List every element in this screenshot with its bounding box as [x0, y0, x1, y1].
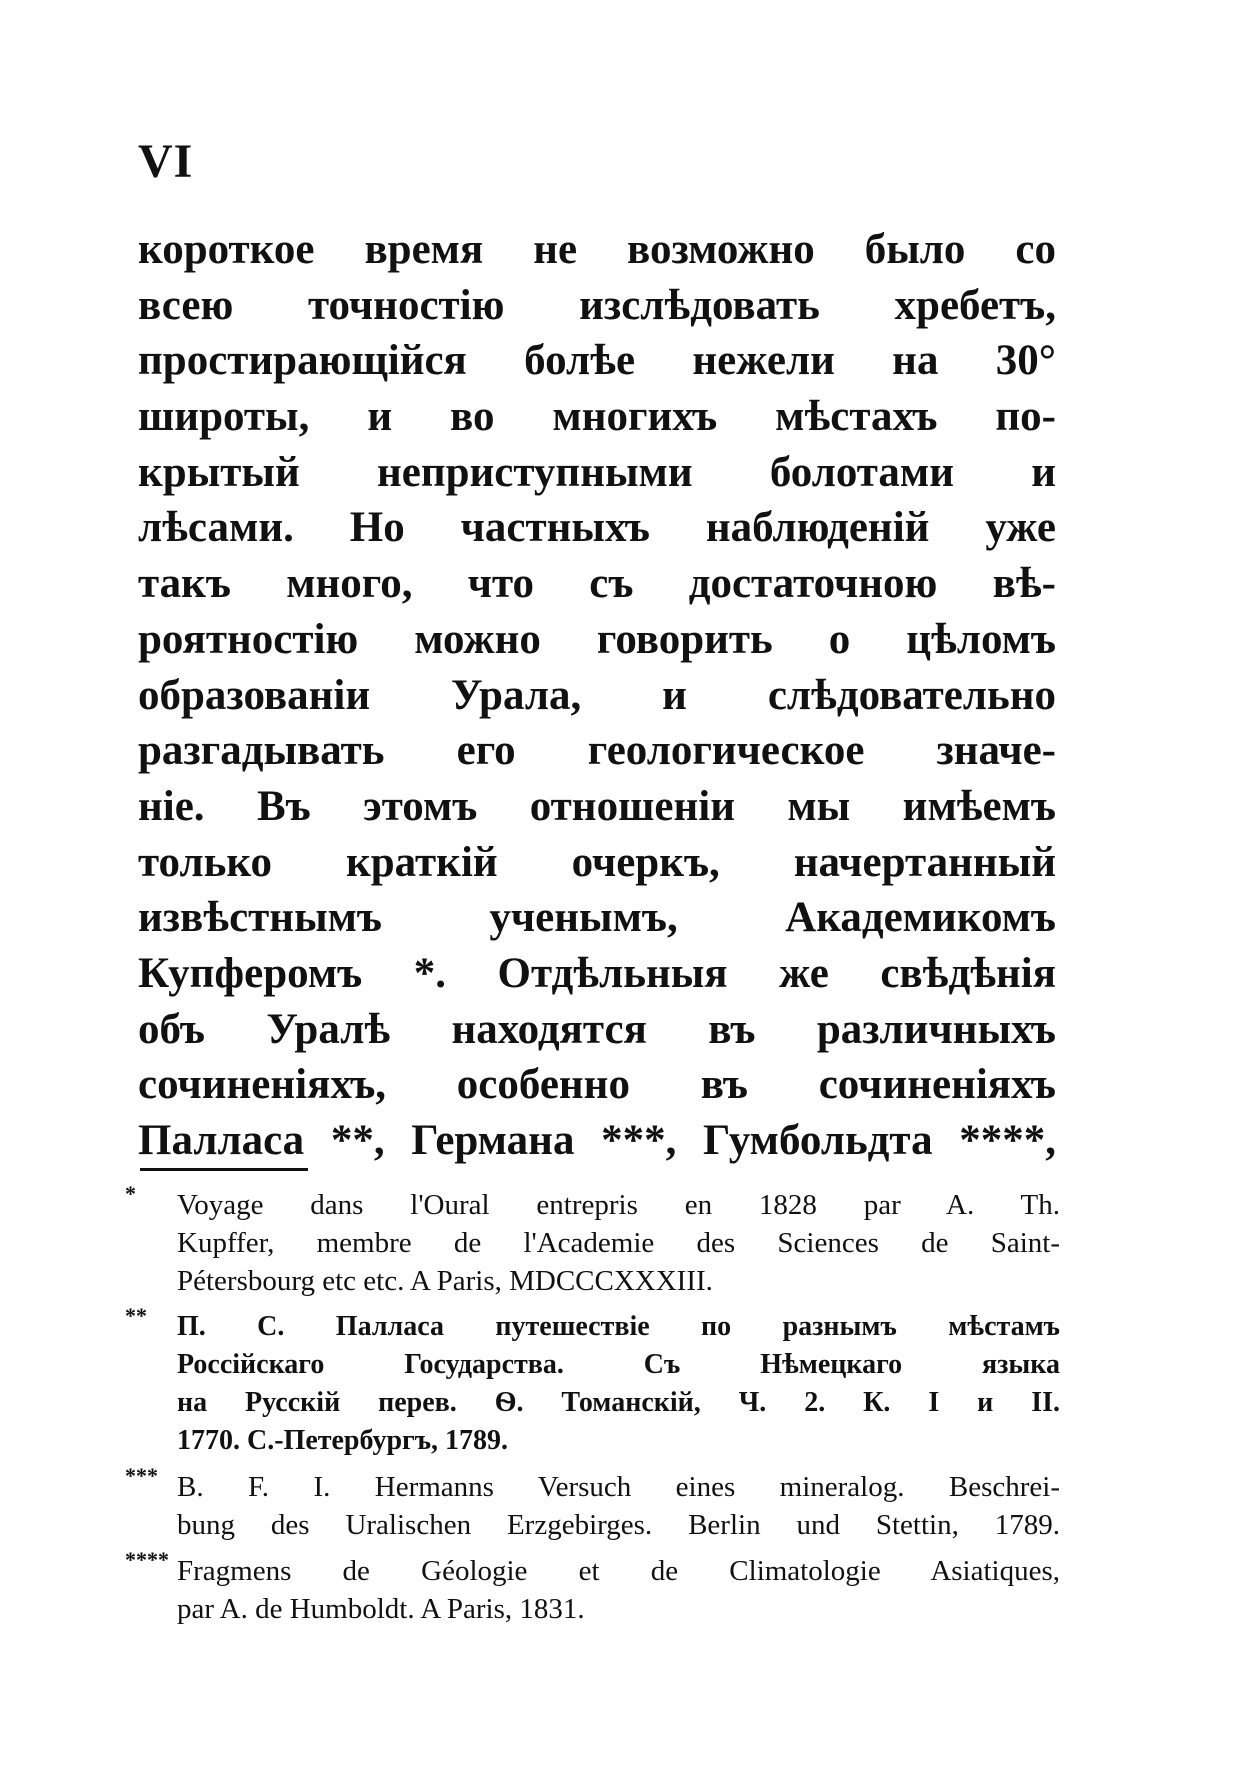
- text-line: такъ много, что съ достаточною вѣ-: [138, 560, 1056, 608]
- footnote-line: П. С. Палласа путешествіе по разнымъ мѣстамъ: [177, 1311, 1060, 1342]
- text-line: разгадывать его геологическое значе-: [138, 727, 1056, 775]
- text-line: извѣстнымъ ученымъ, Академикомъ: [138, 894, 1056, 942]
- text-line: короткое время не возможно было со: [138, 226, 1056, 273]
- footnote-line: par A. de Humboldt. A Paris, 1831.: [177, 1593, 585, 1625]
- footnote-mark: *: [125, 1181, 136, 1206]
- text-line: сочиненіяхъ, особенно въ сочиненіяхъ: [138, 1061, 1056, 1109]
- footnote-line: Fragmens de Géologie et de Climatologie Asiatiques,: [177, 1555, 1060, 1587]
- footnote-line: 1770. С.-Петербургъ, 1789.: [177, 1425, 509, 1456]
- footnote-mark: ****: [125, 1547, 169, 1572]
- text-line: всею точностію изслѣдовать хребетъ,: [138, 281, 1056, 329]
- footnote-mark: ***: [125, 1463, 158, 1488]
- footnote-line: на Русскій перев. Ѳ. Томанскій, Ч. 2. К. I и II.: [177, 1387, 1060, 1418]
- footnote-line: Kupffer, membre de l'Academie des Sciences de Saint-: [177, 1227, 1060, 1259]
- footnote-divider: [140, 1168, 308, 1171]
- page-number: VI: [138, 135, 194, 188]
- text-line: Купферомъ *. Отдѣльныя же свѣдѣнія: [138, 949, 1056, 997]
- footnote-line: bung des Uralischen Erzgebirges. Berlin und Stettin, 1789.: [177, 1509, 1060, 1541]
- footnote-line: Voyage dans l'Oural entrepris en 1828 par A. Th.: [177, 1189, 1060, 1221]
- text-line: лѣсами. Но частныхъ наблюденій уже: [138, 504, 1056, 552]
- text-line: широты, и во многихъ мѣстахъ по-: [138, 393, 1056, 441]
- text-line: образованіи Урала, и слѣдовательно: [138, 671, 1056, 719]
- footnotes-block: [125, 1181, 1060, 1636]
- footnote-2: [125, 1303, 1060, 1460]
- text-line: объ Уралѣ находятся въ различныхъ: [138, 1005, 1056, 1053]
- footnote-4: [125, 1547, 1060, 1628]
- footnote-line: B. F. I. Hermanns Versuch eines mineralog. Beschrei-: [177, 1471, 1060, 1503]
- text-line: крытый неприступными болотами и: [138, 448, 1056, 496]
- text-line: только краткій очеркъ, начертанный: [138, 838, 1056, 886]
- text-line: простирающійся болѣе нежели на 30°: [138, 337, 1056, 385]
- text-line: ніе. Въ этомъ отношеніи мы имѣемъ: [138, 782, 1056, 830]
- footnote-line: Pétersbourg etc etc. A Paris, MDCCCXXXIII.: [177, 1265, 713, 1297]
- text-line: роятностію можно говорить о цѣломъ: [138, 615, 1056, 663]
- footnote-mark: **: [125, 1303, 147, 1328]
- main-text-block: [138, 222, 1056, 1169]
- text-line: Палласа **, Германа ***, Гумбольдта ****,: [138, 1117, 1056, 1164]
- footnote-3: [125, 1463, 1060, 1544]
- footnote-1: [125, 1181, 1060, 1300]
- footnote-line: Россійскаго Государства. Съ Нѣмецкаго языка: [177, 1349, 1060, 1380]
